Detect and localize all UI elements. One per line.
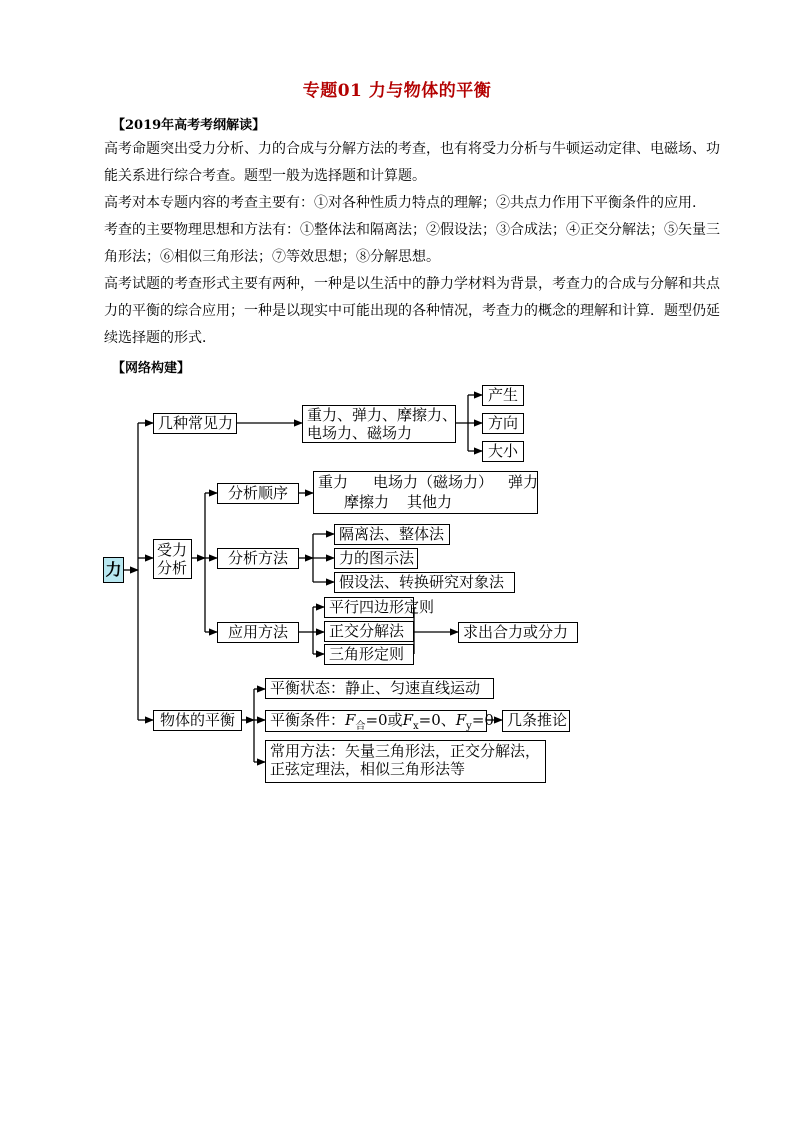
- condition-sub-y: y: [466, 721, 472, 732]
- condition-f-y: F: [455, 711, 467, 729]
- condition-sub-x: x: [412, 721, 419, 732]
- paragraph-1: 高考命题突出受力分析、力的合成与分解方法的考查，也有将受力分析与牛顿运动定律、电磁场、功能关系进行综合考查。题型一般为选择题和计算题。: [104, 141, 720, 184]
- node-analysis-method: 分析方法: [217, 548, 299, 569]
- node-order-sequence: [313, 471, 538, 514]
- node-application-method: 应用方法: [217, 622, 299, 643]
- force-analysis-line-1: 受力: [157, 541, 188, 559]
- condition-sub-net: 合: [355, 721, 366, 732]
- node-equilibrium-condition: [265, 710, 494, 732]
- node-force-analysis: [153, 539, 192, 579]
- node-inferences: 几条推论: [502, 710, 570, 732]
- node-app-triangle: 三角形定则: [324, 644, 414, 665]
- order-gravity: 重力: [318, 473, 349, 491]
- node-method-diagram: 力的图示法: [334, 548, 418, 569]
- paragraph-2: 高考对本专题内容的考查主要有：①对各种性质力特点的理解；②共点力作用下平衡条件的应用.: [104, 195, 697, 211]
- order-electric-magnetic: 电场力（磁场力）: [373, 473, 494, 491]
- section-heading-outline: 【2019年高考考纲解读】: [112, 118, 266, 133]
- force-kinds-line-2: 电场力、磁场力: [307, 424, 413, 442]
- condition-mid2: =0、: [418, 711, 456, 729]
- root-node-force: 力: [103, 557, 124, 583]
- force-kinds-line-1: 重力、弹力、摩擦力、: [307, 406, 458, 424]
- node-method-assumption: 假设法、转换研究对象法: [334, 572, 515, 593]
- node-attribute-magnitude: 大小: [482, 441, 524, 462]
- node-common-forces: 几种常见力: [153, 413, 237, 434]
- node-analysis-order: 分析顺序: [217, 483, 299, 504]
- node-method-isolation: 隔离法、整体法: [334, 524, 450, 545]
- node-force-kinds: [302, 405, 456, 443]
- node-equilibrium-state: 平衡状态：静止、匀速直线运动: [265, 678, 494, 699]
- node-common-methods: [265, 740, 546, 783]
- document-title: 专题01 力与物体的平衡: [302, 81, 492, 101]
- node-attribute-direction: 方向: [482, 413, 524, 434]
- order-friction: 摩擦力: [344, 493, 390, 511]
- node-equilibrium: 物体的平衡: [153, 710, 242, 731]
- node-app-orthogonal: 正交分解法: [324, 621, 414, 642]
- force-analysis-line-2: 分析: [157, 559, 188, 577]
- order-other: 其他力: [407, 493, 453, 511]
- condition-f-x: F: [402, 711, 413, 729]
- node-app-parallelogram: 平行四边形定则: [324, 597, 414, 618]
- order-elastic: 弹力: [508, 473, 539, 491]
- section-heading-network: 【网络构建】: [112, 361, 191, 376]
- common-methods-line-2: 正弦定理法，相似三角形法等: [270, 760, 466, 778]
- condition-prefix: 平衡条件：: [270, 711, 346, 729]
- condition-mid: =0或: [365, 711, 403, 729]
- paragraph-3: 考查的主要物理思想和方法有：①整体法和隔离法；②假设法；③合成法；④正交分解法；⑤矢量三角形法；⑥相似三角形法；⑦等效思想；⑧分解思想。: [104, 222, 720, 265]
- condition-f-net: F: [345, 711, 356, 729]
- node-attribute-origin: 产生: [482, 385, 524, 406]
- paragraph-4: 高考试题的考查形式主要有两种，一种是以生活中的静力学材料为背景，考查力的合成与分解和共点力的平衡的综合应用；一种是以现实中可能出现的各种情况，考查力的概念的理解和计算．题型仍延续选择题的形式．: [104, 276, 720, 346]
- node-app-result: 求出合力或分力: [458, 622, 578, 643]
- common-methods-line-1: 常用方法：矢量三角形法，正交分解法，: [270, 742, 541, 760]
- condition-end: =0: [471, 711, 494, 729]
